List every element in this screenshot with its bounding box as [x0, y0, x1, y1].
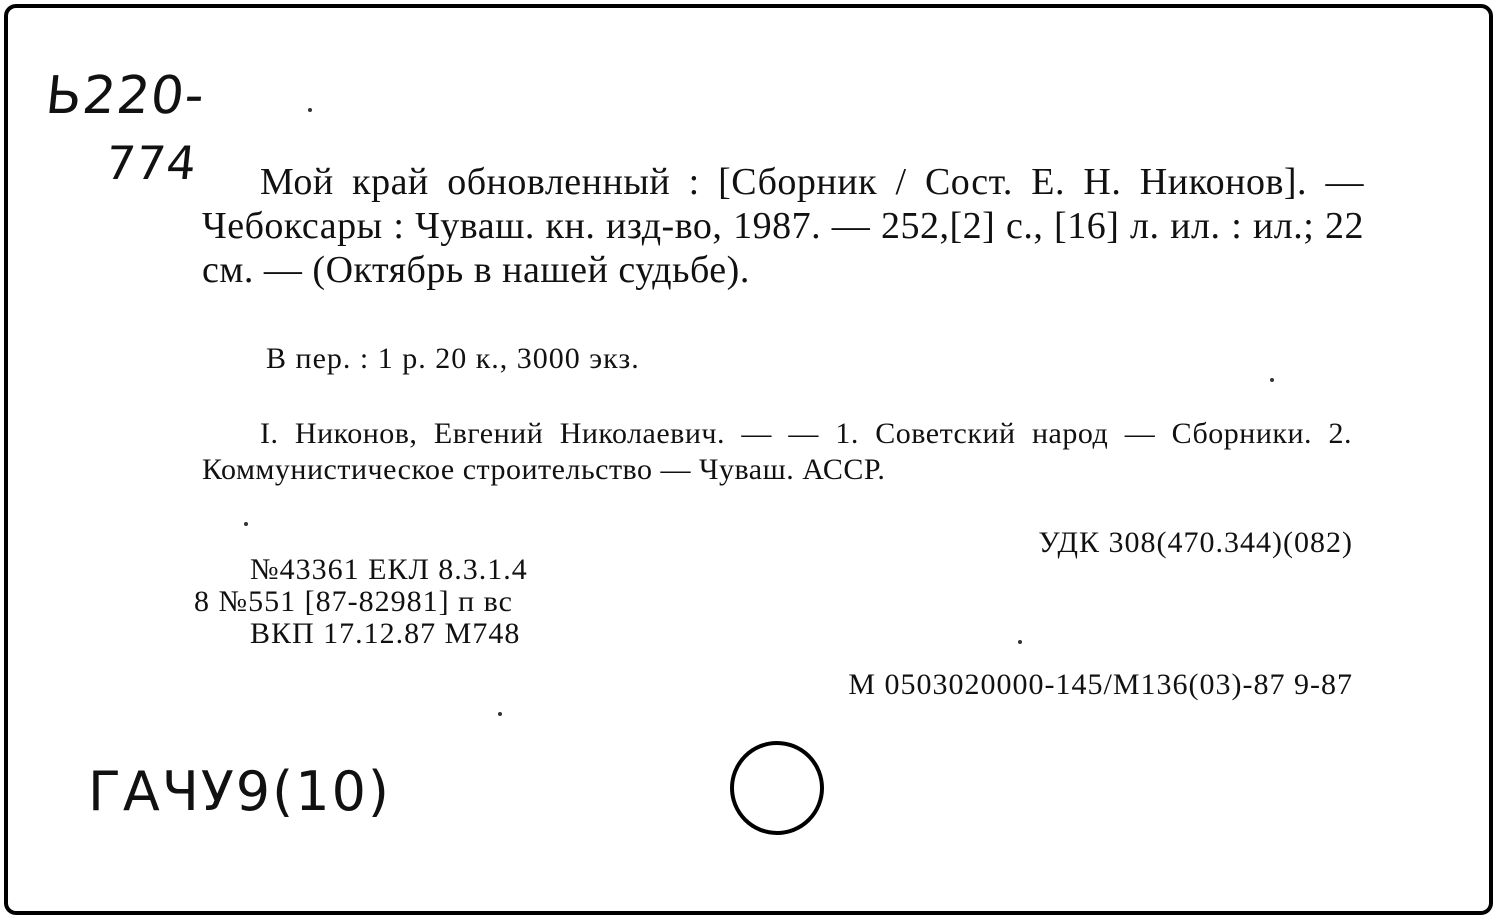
registration-codes: [194, 554, 528, 650]
code-line-2: 8 №551 [87-82981] п вс: [194, 585, 513, 618]
speck-mark: [1018, 640, 1022, 644]
speck-mark: [308, 108, 312, 112]
speck-mark: [244, 522, 248, 526]
udk-code: УДК 308(470.344)(082): [1038, 526, 1353, 559]
subject-headings: I. Никонов, Евгений Николаевич. — — 1. Советский народ — Сборники. 2. Коммунистическое строительство — Чуваш. АССР.: [202, 417, 1352, 486]
code-line-1: №43361 ЕКЛ 8.3.1.4: [250, 553, 528, 586]
main-entry: Мой край обновленный : [Сборник / Сост. Е. Н. Никонов]. — Чебоксары : Чуваш. кн. изд-во, 1987. — 252,[2] с., [16] л. ил. : ил.; 22 см. — (Октябрь в нашей судьбе).: [202, 161, 1364, 291]
punch-hole-circle: [730, 741, 824, 835]
publisher-code: М 0503020000-145/М136(03)-87 9-87: [848, 668, 1353, 701]
handwritten-shelfmark-line1: Ь220-: [42, 66, 208, 126]
speck-mark: [498, 712, 502, 716]
code-line-3: ВКП 17.12.87 М748: [250, 617, 521, 650]
catalog-card: [4, 4, 1493, 915]
handwritten-bottom-note: ГАЧУ9(10): [88, 760, 392, 823]
speck-mark: [1270, 378, 1274, 382]
handwritten-shelfmark-line2: 774: [103, 136, 200, 190]
price-line: В пер. : 1 р. 20 к., 3000 экз.: [266, 342, 640, 375]
